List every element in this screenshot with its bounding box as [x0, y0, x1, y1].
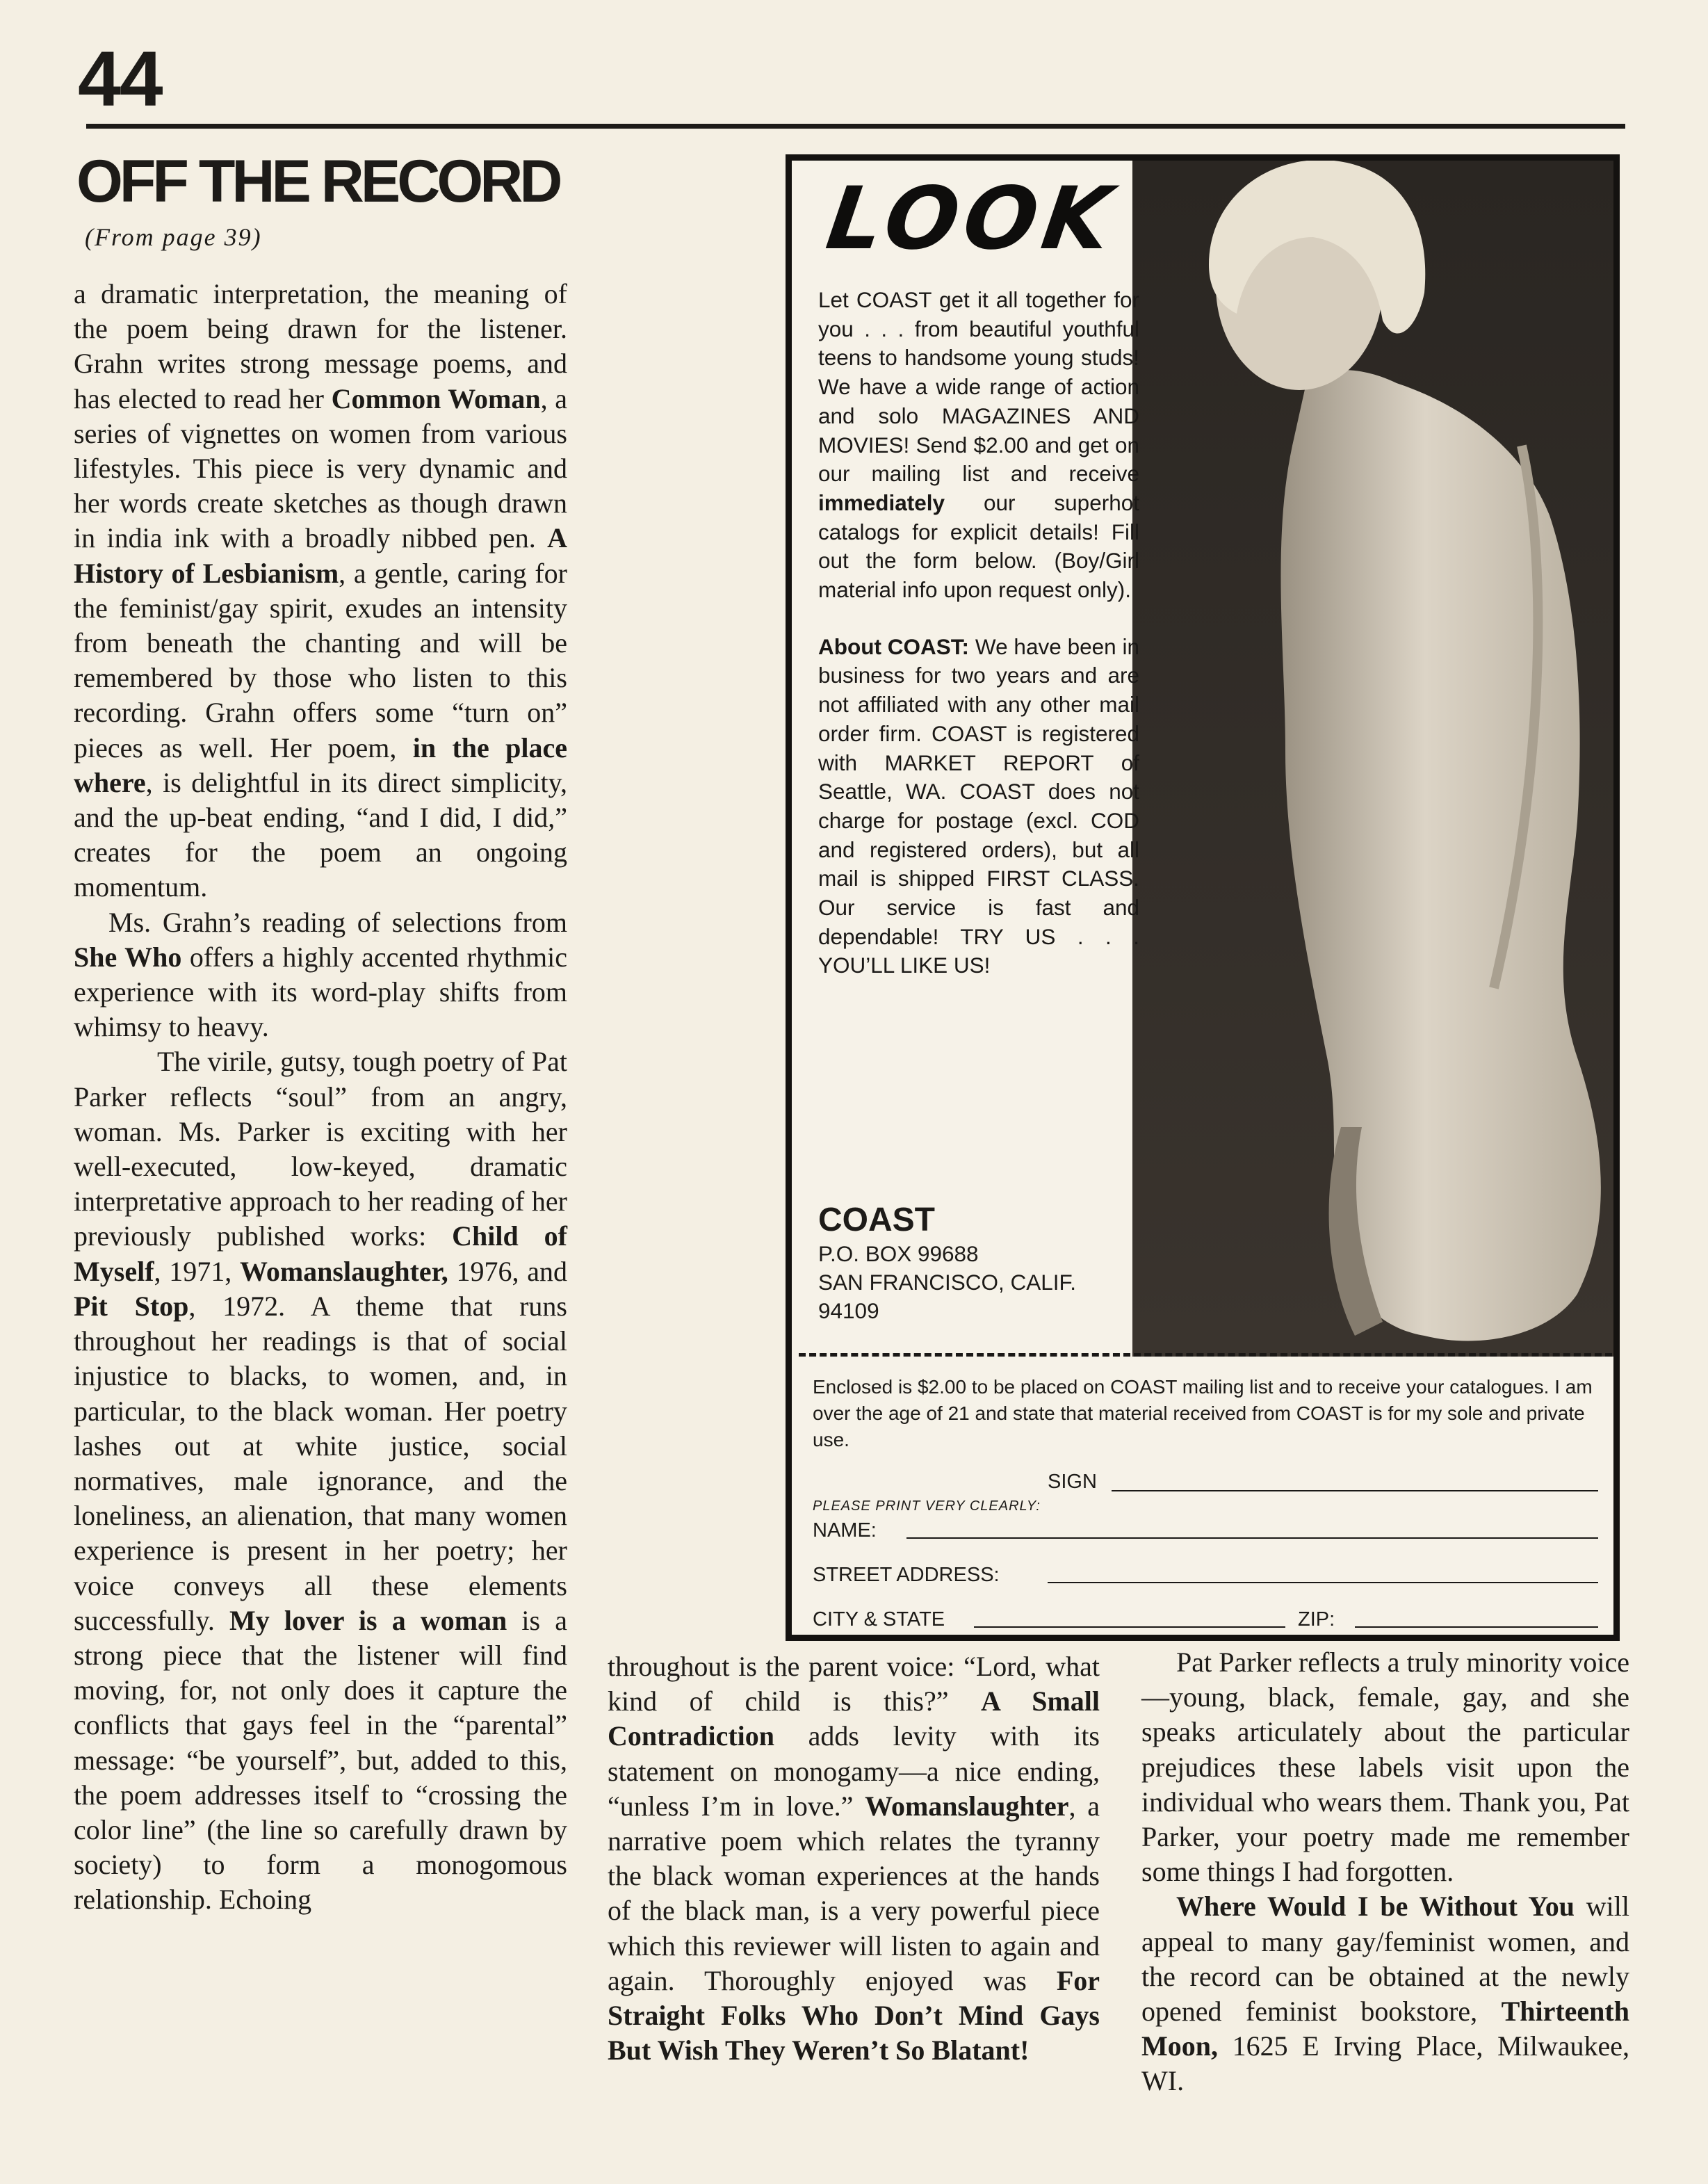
street-address-field[interactable]: [1048, 1582, 1598, 1583]
continued-from-note: (From page 39): [85, 223, 262, 251]
city-state-field[interactable]: [974, 1626, 1285, 1628]
article-column-3: [1141, 1645, 1629, 2099]
paragraph: throughout is the parent voice: “Lord, what kind of child is this?” A Small Contradiction adds levity with its statement on monogamy—a nice ending, “unless I’m in love.” Womanslaughter, a narrative poem which relates the tyranny the black woman experiences at the hands of the black man, is a very powerful piece which this reviewer will listen to again and again. Thoroughly enjoyed was For Straight Folks Who Don’t Mind Gays But Wish They Weren’t So Blatant!: [608, 1651, 1100, 2066]
article-column-1: [74, 277, 567, 1918]
paragraph: The virile, gutsy, tough poetry of Pat Parker reflects “soul” from an angry, woman. Ms. Parker is exciting with her well-executed, low-keyed, dramatic interpretative approach to her reading of her previously published works: Child of Myself, 1971, Womanslaughter, 1976, and Pit Stop, 1972. A theme that runs throughout her readings is that of social injustice to blacks, to women, and, in particular, to the black woman. Her poetry lashes out at white justice, social normatives, male ignorance, and the loneliness, an alienation, that many women experience is present in her poetry; her voice conveys all these elements successfully. My lover is a woman is a strong piece that the listener will find moving, for, not only does it capture the conflicts that gays feel in the “parental” message: “be yourself”, but, added to this, the poem addresses itself to “crossing the color line” (the line so carefully drawn by society) to form a monogomous relationship. Echoing: [74, 1046, 567, 1916]
page-number: 44: [78, 35, 162, 122]
city-state-label: CITY & STATE: [813, 1608, 945, 1631]
name-field[interactable]: [906, 1537, 1598, 1539]
name-label: NAME:: [813, 1519, 877, 1542]
advertisement-photo: [1132, 154, 1620, 1357]
address-line: 94109: [818, 1298, 879, 1323]
ad-paragraph: Let COAST get it all together for you . . . from beautiful youthful teens to handsome young studs! We have a wide range of action and solo MAGAZINES AND MOVIES! Send $2.00 and get on our mailing list and receive immediately our superhot catalogs for explicit details! Fill out the form below. (Boy/Girl material info upon request only).: [818, 287, 1139, 603]
print-instruction: PLEASE PRINT VERY CLEARLY:: [813, 1498, 1041, 1514]
ad-paragraph: About COAST: We have been in business for two years and are not affiliated with any other mail order firm. COAST is registered with MARKET REPORT of Seattle, WA. COAST does not charge for postage (excl. COD and registered orders), but all mail is shipped FIRST CLASS. Our service is fast and dependable! TRY US . . . YOU’LL LIKE US!: [818, 633, 1139, 978]
section-title: OFF THE RECORD: [76, 148, 560, 215]
sign-label: SIGN: [1048, 1471, 1097, 1493]
advertiser-address: [818, 1240, 1076, 1325]
address-line: SAN FRANCISCO, CALIF.: [818, 1270, 1077, 1295]
advertisement: [786, 154, 1620, 1641]
advertiser-name: COAST: [818, 1202, 935, 1238]
street-address-label: STREET ADDRESS:: [813, 1564, 1000, 1586]
address-line: P.O. BOX 99688: [818, 1241, 979, 1266]
paragraph: Pat Parker reflects a truly minority voice—young, black, female, gay, and she speaks articulately about the particular prejudices these labels visit upon the individual who wears them. Thank you, Pat Parker, your poetry made me remember some things I had forgotten.: [1141, 1647, 1629, 1888]
advertisement-headline: LOOK: [820, 169, 1123, 269]
coupon-cut-line: [799, 1353, 1612, 1357]
sign-field[interactable]: [1112, 1490, 1598, 1491]
paragraph: Where Would I be Without You will appeal to many gay/feminist women, and the record can be obtained at the newly opened feminist bookstore, Thirteenth Moon, 1625 E Irving Place, Milwaukee, WI.: [1141, 1891, 1629, 2097]
paragraph: Ms. Grahn’s reading of selections from She Who offers a highly accented rhythmic experience with its word-play shifts from whimsy to heavy.: [74, 906, 567, 1043]
article-column-2: [608, 1649, 1100, 2068]
header-rule: [86, 124, 1625, 129]
coupon-statement: Enclosed is $2.00 to be placed on COAST mailing list and to receive your catalogues. I am over the age of 21 and state that material received from COAST is for my sole and private use.: [813, 1376, 1593, 1450]
zip-label: ZIP:: [1298, 1608, 1335, 1631]
advertisement-copy: [818, 286, 1139, 980]
paragraph: a dramatic interpretation, the meaning of the poem being drawn for the listener. Grahn writes strong message poems, and has elected to read her Common Woman, a series of vignettes on women from various lifestyles. This piece is very dynamic and her words create sketches as though drawn in india ink with a broadly nibbed pen. A History of Lesbianism, a gentle, caring for the feminist/gay spirit, exudes an intensity from beneath the chanting and will be remembered by those who listen to this recording. Grahn offers some “turn on” pieces as well. Her poem, in the place where, is delightful in its direct simplicity, and the up-beat ending, “and I did, I did,” creates for the poem an ongoing momentum.: [74, 278, 567, 903]
zip-field[interactable]: [1355, 1626, 1598, 1628]
